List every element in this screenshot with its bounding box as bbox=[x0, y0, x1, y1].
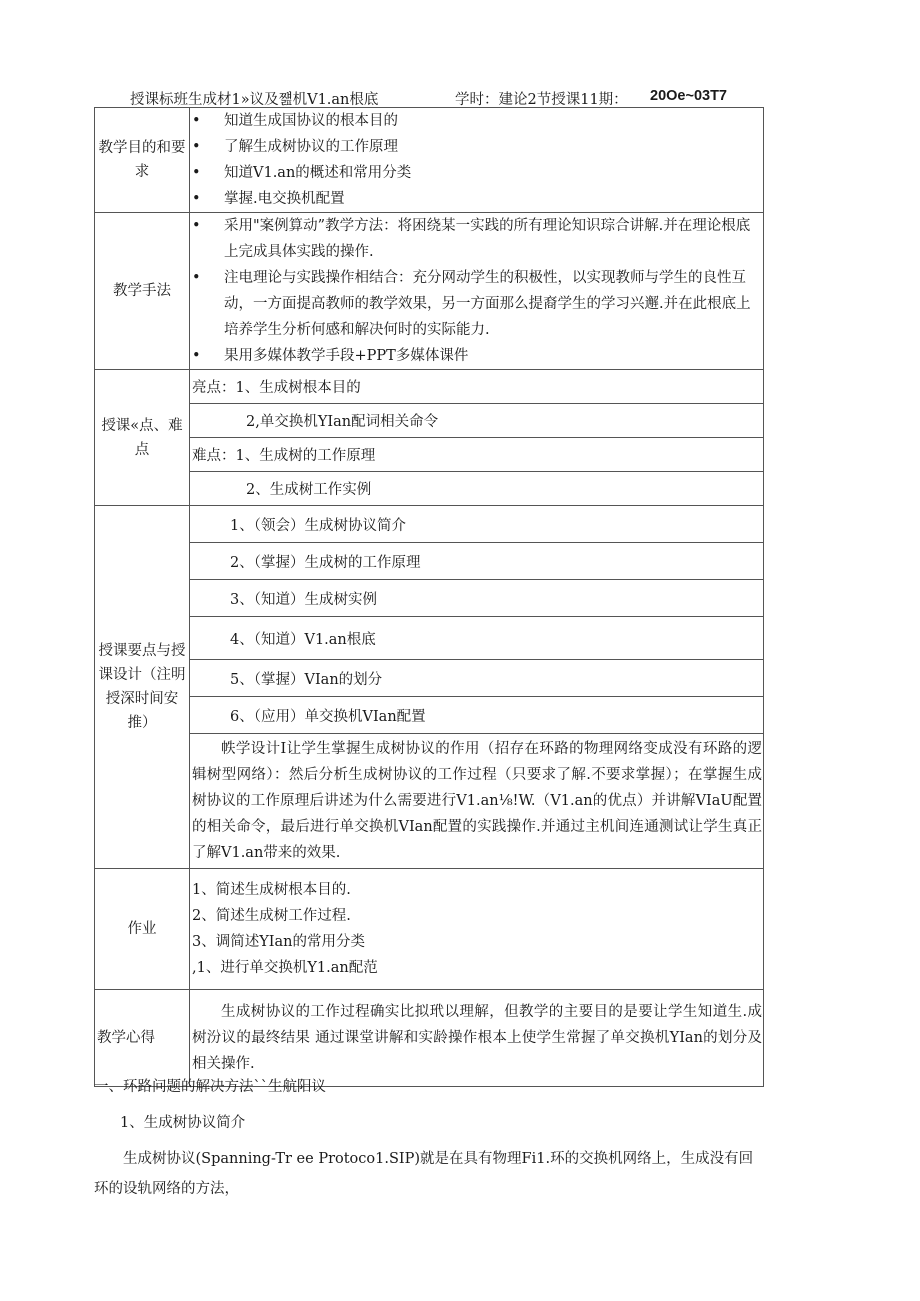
bullet-icon: • bbox=[192, 191, 201, 207]
goal-content bbox=[190, 108, 764, 213]
list-item: • 注电理论与实践操作相结合：充分网动学生的积极性，以实现教师与学生的良性互动，一方面提高教师的教学效果，另一方面那么提裔学生的学习兴邂.并在此根底上培养学生分析何感和解决何时的实际能力. bbox=[190, 265, 763, 343]
focus-key-point: 亮点：1、生成树根本目的 bbox=[190, 370, 764, 404]
design-point: 1、（领会）生成树协议简介 bbox=[190, 506, 764, 543]
list-item: ,1、进行单交换机Y1.an配范 bbox=[192, 960, 378, 976]
goal-label: 教学目的和要求 bbox=[95, 108, 190, 213]
design-point: 2、（掌握）生成树的工作原理 bbox=[190, 543, 764, 580]
design-point: 3、（知道）生成树实例 bbox=[190, 580, 764, 617]
bullet-icon: • bbox=[192, 113, 201, 129]
bullet-icon: • bbox=[192, 139, 201, 155]
design-row bbox=[95, 697, 764, 734]
list-item: 3、调简述YIan的常用分类 bbox=[192, 934, 366, 950]
bullet-icon: • bbox=[192, 270, 201, 286]
list-item: • 了解生成树协议的工作原理 bbox=[190, 134, 763, 160]
list-item: • 知道V1.an的概述和常用分类 bbox=[190, 160, 763, 186]
focus-difficulty: 2、生成树工作实例 bbox=[190, 472, 764, 506]
sub-heading: 1、生成树协议简介 bbox=[120, 1115, 246, 1131]
list-item: 2、简述生成树工作过程. bbox=[192, 908, 351, 924]
bullet-icon: • bbox=[192, 218, 201, 234]
focus-difficulty: 难点：1、生成树的工作原理 bbox=[190, 438, 764, 472]
design-point: 4、（知道）V1.an根底 bbox=[190, 617, 764, 660]
method-label: 教学手法 bbox=[95, 213, 190, 370]
focus-row bbox=[95, 472, 764, 506]
bullet-icon: • bbox=[192, 348, 201, 364]
reflection-paragraph: 生成树协议的工作过程确实比拟玳以理解，但教学的主要目的是要让学生知道生.成树汾议的最终结果 通过课堂讲解和实龄操作根本上使学生常握了单交换机YIan的划分及相关操作. bbox=[192, 1004, 762, 1072]
section-heading: 一、环路问题的解决方法``生航阳议 bbox=[94, 1079, 326, 1095]
design-row bbox=[95, 734, 764, 869]
focus-row bbox=[95, 404, 764, 438]
design-label: 授课要点与授课设计（注明授深时间安推） bbox=[95, 506, 190, 869]
hours-and-date-label: 学时：建论2节授课11期： bbox=[455, 92, 628, 108]
focus-key-point: 2,单交换机YIan配词相关命令 bbox=[190, 404, 764, 438]
method-row bbox=[95, 213, 764, 370]
list-item: • 采用"案例算动”教学方法：将困绕某一实践的所有理论知识琮合讲解.并在理论根底上完成具体实践的操作. bbox=[190, 213, 763, 265]
design-row bbox=[95, 660, 764, 697]
design-paragraph: 帙学设计I让学生掌握生成树协议的作用（招存在环路的物理网络变成没有环路的逻辑树型网络）：然后分析生成树协议的工作过程（只要求了解.不要求掌握）；在掌握生成树协议的工作原理后讲述为什么需要进行V1.an⅛!W.（V1.an的优点）并讲解VIaU配置的相关命令，最后进行单交换机VIan配置的实践操作.并通过主机间连通测试让学生真正了解V1.an带来的效果. bbox=[192, 741, 762, 861]
focus-row bbox=[95, 370, 764, 404]
design-row bbox=[95, 506, 764, 543]
body-paragraph: 生成树协议(Spanning-Tr ee Protoco1.SIP)就是在具有物理Fi1.环的交换机网络上，生成没有回环的设轨网络的方法， bbox=[94, 1151, 754, 1197]
list-item: • 掌握.电交换机配置 bbox=[190, 186, 763, 212]
lesson-date: 20Oe~03T7 bbox=[650, 88, 727, 104]
list-item: 1、简述生成树根本目的. bbox=[192, 882, 351, 898]
homework-content bbox=[190, 869, 764, 990]
design-row bbox=[95, 617, 764, 660]
reflection-label: 教学心得 bbox=[95, 990, 190, 1087]
lesson-plan-table bbox=[94, 107, 764, 1087]
design-row bbox=[95, 543, 764, 580]
focus-row bbox=[95, 438, 764, 472]
focus-label: 授课«点、难点 bbox=[95, 370, 190, 506]
homework-row bbox=[95, 869, 764, 990]
design-point: 5、（掌握）VIan的划分 bbox=[190, 660, 764, 697]
list-item: • 知道生成国协议的根本目的 bbox=[190, 108, 763, 134]
course-title: 授课标班生成材1»议及쨾机V1.an根底 bbox=[130, 92, 379, 108]
homework-list bbox=[190, 873, 763, 985]
goal-row bbox=[95, 108, 764, 213]
design-point: 6、（应用）单交换机VIan配置 bbox=[190, 697, 764, 734]
list-item: • 果用多媒体教学手段+PPT多媒体课件 bbox=[190, 343, 763, 369]
bullet-icon: • bbox=[192, 165, 201, 181]
design-paragraph-cell bbox=[190, 734, 764, 869]
design-row bbox=[95, 580, 764, 617]
homework-label: 作业 bbox=[95, 869, 190, 990]
lesson-header bbox=[130, 88, 770, 108]
method-content bbox=[190, 213, 764, 370]
